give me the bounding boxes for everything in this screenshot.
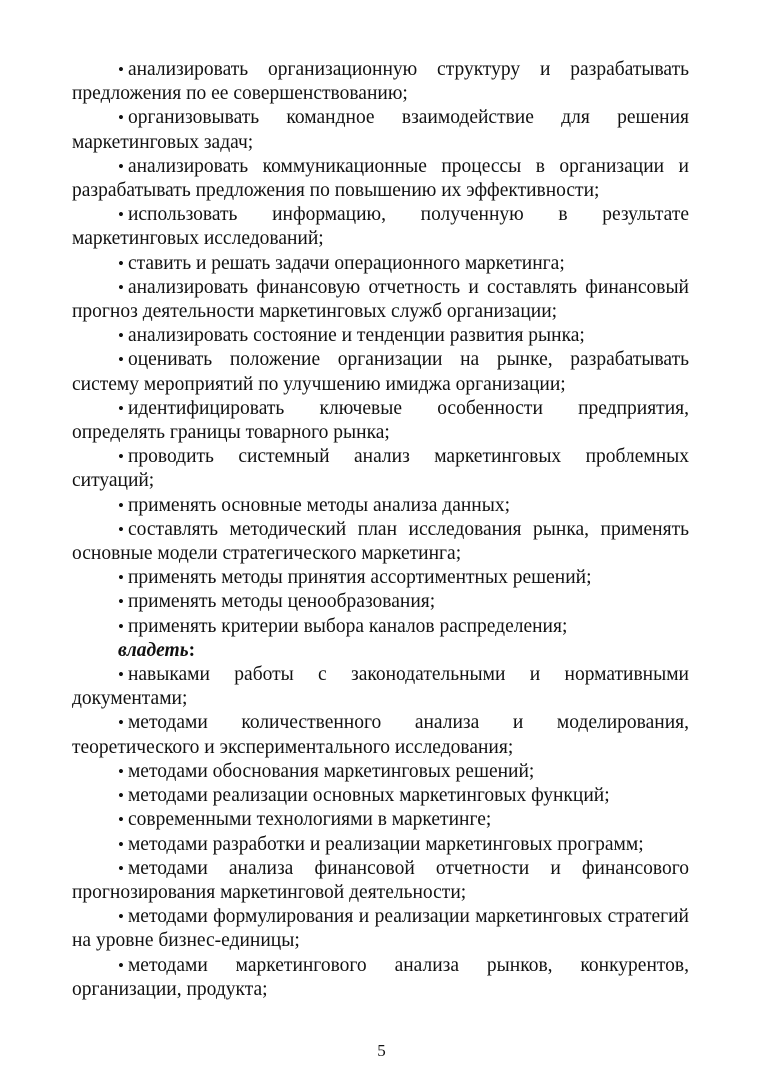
bullet-icon: •	[118, 592, 124, 612]
list-item-text: методами обоснования маркетинговых решений;	[127, 760, 535, 782]
list-item	[72, 590, 689, 614]
bullet-icon: •	[118, 616, 124, 636]
list-item-text: анализировать финансовую отчетность и составлять финансовый прогноз деятельности маркетинговых служб организации;	[72, 276, 689, 323]
page-content	[72, 58, 689, 1002]
bullet-icon: •	[118, 665, 124, 685]
bullet-icon: •	[118, 156, 124, 176]
bullet-icon: •	[118, 398, 124, 418]
heading-colon: :	[188, 639, 196, 661]
list-item-text: современными технологиями в маркетинге;	[127, 809, 492, 831]
list-item-text: составлять методический план исследования рынка, применять основные модели стратегического маркетинга;	[72, 518, 689, 565]
list-item	[72, 58, 689, 106]
list-item	[72, 518, 689, 566]
page-number: 5	[377, 1041, 386, 1060]
bullet-icon: •	[118, 60, 124, 79]
list-item	[72, 857, 689, 905]
list-item	[72, 615, 689, 639]
bullet-icon: •	[118, 955, 124, 975]
list-item-text: организовывать командное взаимодействие для решения маркетинговых задач;	[72, 107, 689, 153]
bullet-icon: •	[118, 834, 124, 854]
list-item-text: применять критерии выбора каналов распределения;	[127, 615, 568, 637]
bullet-icon: •	[118, 277, 124, 297]
list-item-text: применять основные методы анализа данных;	[127, 494, 510, 516]
section-heading	[72, 639, 689, 663]
list-item-text: анализировать коммуникационные процессы в организации и разрабатывать предложения по повышению их эффективности;	[72, 155, 689, 202]
list-item	[72, 833, 689, 857]
bullet-icon: •	[118, 519, 124, 539]
list-item-text: методами анализа финансовой отчетности и финансового прогнозирования маркетинговой деятельности;	[72, 857, 689, 903]
bullet-icon: •	[118, 761, 124, 781]
heading-word: владеть	[118, 639, 189, 661]
bullet-icon: •	[118, 858, 124, 878]
abilities-list	[72, 663, 689, 1002]
list-item-text: методами количественного анализа и моделирования, теоретического и экспериментального исследования;	[72, 712, 689, 758]
list-item-text: анализировать организационную структуру и разрабатывать предложения по ее совершенствованию;	[72, 59, 689, 105]
bullet-icon: •	[118, 495, 124, 515]
list-item-text: использовать информацию, полученную в результате маркетинговых исследований;	[72, 204, 689, 250]
list-item	[72, 324, 689, 348]
list-item	[72, 808, 689, 832]
bullet-icon: •	[118, 447, 124, 467]
list-item-text: ставить и решать задачи операционного маркетинга;	[127, 252, 565, 274]
list-item-text: методами реализации основных маркетинговых функций;	[127, 785, 610, 807]
list-item-text: применять методы ценообразования;	[127, 591, 436, 613]
list-item-text: проводить системный анализ маркетинговых проблемных ситуаций;	[72, 446, 689, 492]
bullet-icon: •	[118, 253, 124, 273]
bullet-icon: •	[118, 326, 124, 346]
list-item-text: методами маркетингового анализа рынков, конкурентов, организации, продукта;	[72, 954, 689, 1000]
list-item-text: идентифицировать ключевые особенности предприятия, определять границы товарного рынка;	[72, 397, 689, 444]
bullet-icon: •	[118, 713, 124, 733]
list-item	[72, 252, 689, 276]
list-item-text: методами формулирования и реализации маркетинговых стратегий на уровне бизнес-единицы;	[72, 906, 689, 952]
list-item	[72, 106, 689, 154]
bullet-icon: •	[118, 108, 124, 128]
list-item	[72, 348, 689, 396]
skills-list	[72, 58, 689, 639]
list-item	[72, 566, 689, 590]
list-item	[72, 494, 689, 518]
list-item	[72, 663, 689, 711]
list-item	[72, 954, 689, 1002]
list-item	[72, 711, 689, 759]
list-item	[72, 397, 689, 445]
bullet-icon: •	[118, 568, 124, 588]
list-item	[72, 445, 689, 493]
list-item	[72, 905, 689, 953]
list-item	[72, 760, 689, 784]
bullet-icon: •	[118, 907, 124, 927]
list-item	[72, 784, 689, 808]
list-item-text: применять методы принятия ассортиментных решений;	[127, 567, 592, 589]
list-item-text: методами разработки и реализации маркетинговых программ;	[127, 833, 644, 855]
bullet-icon: •	[118, 786, 124, 806]
bullet-icon: •	[118, 350, 124, 370]
list-item	[72, 203, 689, 251]
list-item-text: оценивать положение организации на рынке, разрабатывать систему мероприятий по улучшению имиджа организации;	[72, 349, 689, 395]
list-item	[72, 155, 689, 203]
list-item	[72, 276, 689, 324]
bullet-icon: •	[118, 205, 124, 225]
list-item-text: навыками работы с законодательными и нормативными документами;	[72, 664, 689, 710]
bullet-icon: •	[118, 810, 124, 830]
list-item-text: анализировать состояние и тенденции развития рынка;	[127, 325, 585, 347]
